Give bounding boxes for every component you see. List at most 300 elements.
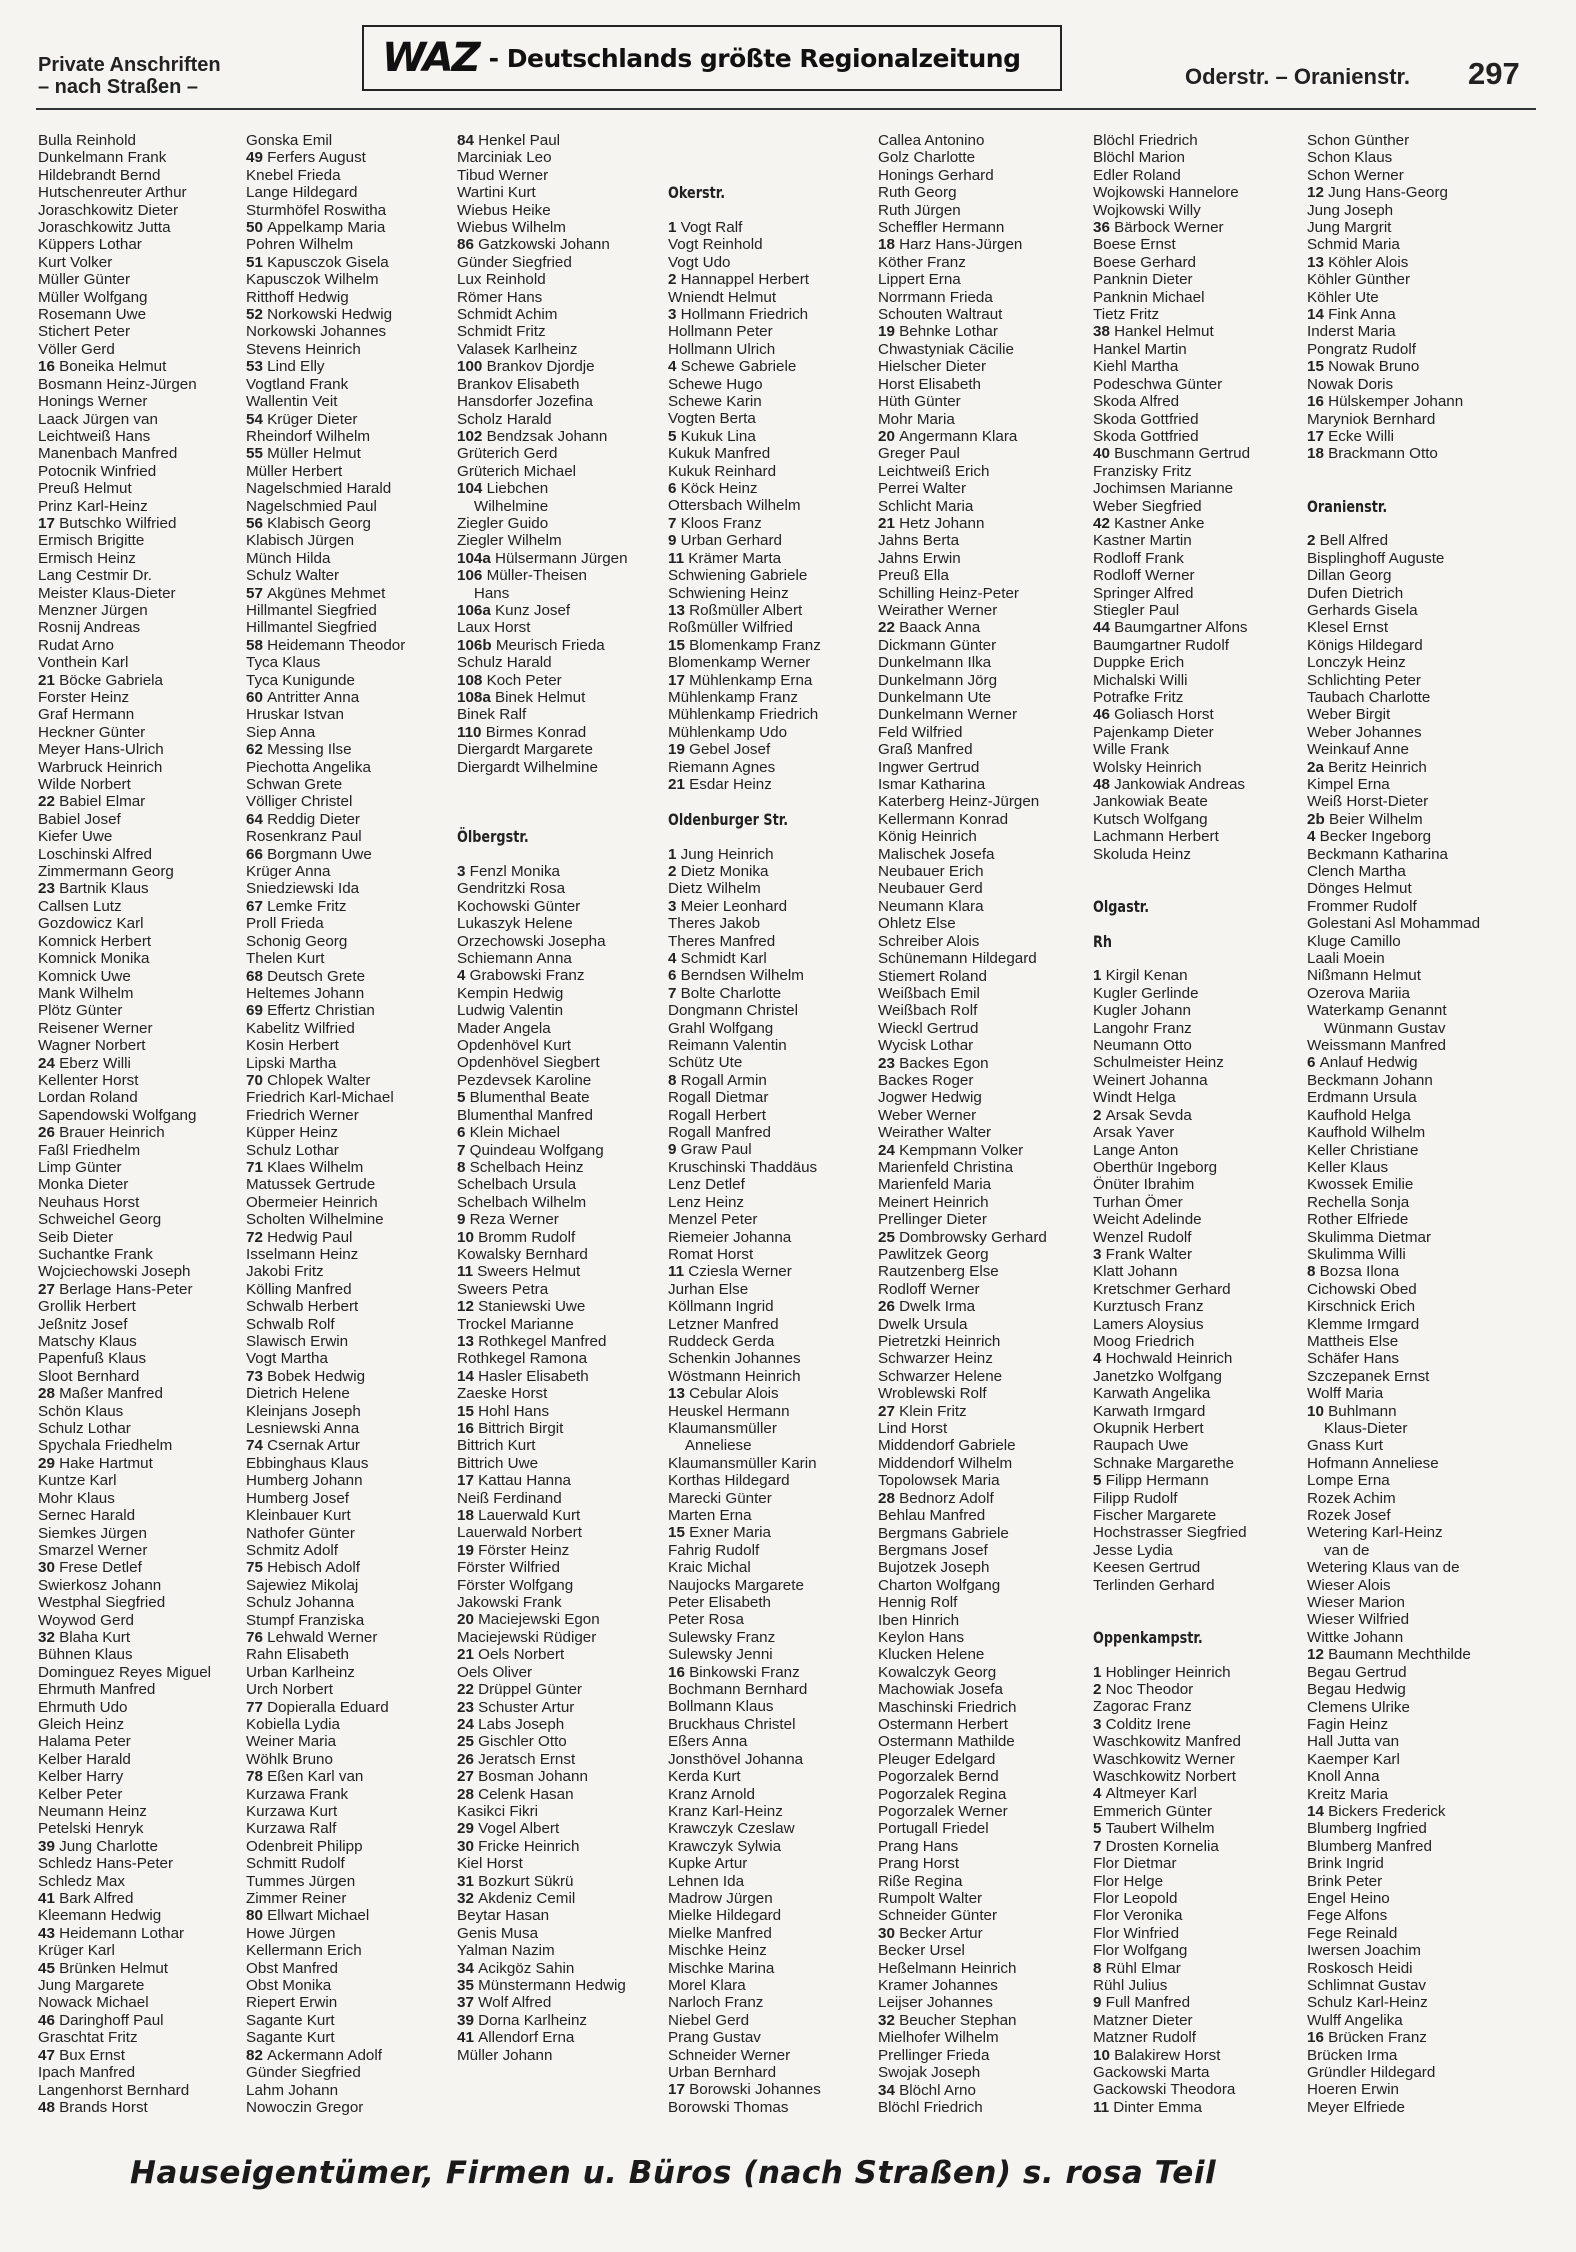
- resident-entry: Brankov Elisabeth: [457, 375, 580, 393]
- resident-entry: Pleuger Edelgard: [878, 1750, 996, 1768]
- resident-entry: 5 Filipp Hermann: [1093, 1472, 1209, 1490]
- resident-entry: 22 Drüppel Günter: [457, 1681, 582, 1699]
- resident-entry: Orzechowski Josepha: [457, 932, 606, 950]
- resident-entry: Blöchl Marion: [1093, 149, 1186, 167]
- resident-entry: 28 Maßer Manfred: [38, 1385, 163, 1403]
- resident-entry: Kiehl Martha: [1093, 358, 1179, 376]
- resident-entry: Klucken Helene: [878, 1646, 985, 1664]
- spacer: [668, 132, 821, 149]
- resident-entry: Matussek Gertrude: [246, 1176, 376, 1194]
- spacer: [668, 793, 821, 810]
- resident-entry: 10 Buhlmann: [1307, 1402, 1397, 1420]
- resident-entry: 23 Bartnik Klaus: [38, 880, 149, 898]
- resident-entry: 17 Butschko Wilfried: [38, 514, 177, 532]
- resident-entry: Kurztusch Franz: [1093, 1298, 1204, 1316]
- resident-entry: Begau Gertrud: [1307, 1663, 1407, 1681]
- resident-entry: 41 Allendorf Erna: [457, 2029, 575, 2047]
- resident-entry: Matzner Rudolf: [1093, 2029, 1196, 2047]
- resident-entry: Kugler Gerlinde: [1093, 984, 1199, 1002]
- resident-entry: Wiebus Heike: [457, 201, 551, 219]
- resident-entry: 45 Brünken Helmut: [38, 1959, 169, 1977]
- resident-entry: Kelber Harald: [38, 1750, 131, 1768]
- resident-entry: Raupach Uwe: [1093, 1437, 1189, 1455]
- resident-entry: 11 Dinter Emma: [1093, 2098, 1202, 2116]
- resident-entry: Skoluda Heinz: [1093, 845, 1191, 863]
- resident-entry: Korthas Hildegard: [668, 1472, 790, 1490]
- resident-entry: Köther Franz: [878, 253, 966, 271]
- resident-entry: Köllmann Ingrid: [668, 1298, 774, 1316]
- resident-entry: 56 Klabisch Georg: [246, 514, 371, 532]
- resident-entry: Wünmann Gustav: [1307, 1019, 1446, 1037]
- resident-entry: Kwossek Emilie: [1307, 1176, 1414, 1194]
- resident-entry: Schon Günther: [1307, 132, 1410, 149]
- resident-entry: Hutschenreuter Arthur: [38, 184, 187, 202]
- resident-entry: Tyca Kunigunde: [246, 671, 355, 689]
- resident-entry: Topolowsek Maria: [878, 1472, 1000, 1490]
- resident-entry: 37 Wolf Alfred: [457, 1994, 552, 2012]
- resident-entry: Wiebus Wilhelm: [457, 219, 566, 237]
- resident-entry: Mischke Heinz: [668, 1942, 767, 1960]
- resident-entry: Günder Siegfried: [457, 253, 572, 271]
- resident-entry: 17 Kattau Hanna: [457, 1472, 572, 1490]
- resident-entry: Callea Antonino: [878, 132, 985, 149]
- resident-entry: Rogall Manfred: [668, 1124, 771, 1142]
- resident-entry: 104a Hülsermann Jürgen: [457, 549, 628, 567]
- resident-entry: Dongmann Christel: [668, 1002, 798, 1020]
- resident-entry: 8 Bozsa Ilona: [1307, 1263, 1400, 1281]
- resident-entry: Oberthür Ingeborg: [1093, 1158, 1218, 1176]
- resident-entry: Friedrich Werner: [246, 1106, 359, 1124]
- resident-entry: Kuntze Karl: [38, 1472, 117, 1490]
- resident-entry: 3 Meier Leonhard: [668, 897, 788, 915]
- resident-entry: Mohr Klaus: [38, 1489, 115, 1507]
- resident-entry: Rumpolt Walter: [878, 1890, 983, 1908]
- resident-entry: Wycisk Lothar: [878, 1037, 974, 1055]
- resident-entry: Wilhelmine: [457, 497, 549, 515]
- resident-entry: Brink Peter: [1307, 1872, 1383, 1890]
- resident-entry: Genis Musa: [457, 1924, 539, 1942]
- resident-entry: Dufen Dietrich: [1307, 584, 1404, 602]
- resident-entry: Nagelschmied Paul: [246, 497, 377, 515]
- resident-entry: Howe Jürgen: [246, 1924, 336, 1942]
- resident-entry: Isselmann Heinz: [246, 1246, 359, 1263]
- resident-entry: 14 Hasler Elisabeth: [457, 1367, 589, 1385]
- resident-entry: Weirather Walter: [878, 1124, 992, 1142]
- resident-entry: 21 Hetz Johann: [878, 514, 985, 532]
- resident-entry: 4 Schmidt Karl: [668, 950, 767, 967]
- resident-entry: Schenkin Johannes: [668, 1350, 801, 1368]
- spacer: [668, 167, 821, 184]
- resident-entry: 1 Vogt Ralf: [668, 218, 743, 236]
- resident-entry: Bisplinghoff Auguste: [1307, 549, 1445, 567]
- resident-entry: 12 Jung Hans-Georg: [1307, 184, 1449, 202]
- resident-entry: Schulz Lothar: [38, 1420, 131, 1438]
- resident-entry: Dillan Georg: [1307, 567, 1392, 585]
- resident-entry: Wojkowski Hannelore: [1093, 184, 1239, 202]
- resident-entry: 106b Meurisch Frieda: [457, 636, 605, 654]
- resident-entry: Schewe Karin: [668, 393, 762, 411]
- resident-entry: Komnick Monika: [38, 950, 150, 968]
- resident-entry: 16 Hülskemper Johann: [1307, 393, 1464, 411]
- resident-entry: Neiß Ferdinand: [457, 1489, 562, 1507]
- resident-entry: Ruth Georg: [878, 184, 957, 202]
- section-label-line1: Private Anschriften: [38, 54, 221, 76]
- resident-entry: Letzner Manfred: [668, 1315, 779, 1333]
- resident-entry: Lauerwald Norbert: [457, 1524, 582, 1542]
- resident-entry: 104 Liebchen: [457, 480, 549, 498]
- resident-entry: Dietz Wilhelm: [668, 880, 761, 898]
- resident-entry: 7 Kloos Franz: [668, 514, 762, 532]
- resident-entry: Menzel Peter: [668, 1211, 758, 1229]
- spacer: [1093, 1611, 1250, 1628]
- resident-entry: 6 Klein Michael: [457, 1124, 560, 1142]
- resident-entry: Loschinski Alfred: [38, 845, 152, 863]
- resident-entry: Dunkelmann Ilka: [878, 654, 992, 672]
- resident-entry: Naujocks Margarete: [668, 1576, 804, 1594]
- resident-entry: Mattheis Else: [1307, 1332, 1399, 1350]
- resident-entry: Wieser Marion: [1307, 1594, 1405, 1612]
- resident-entry: 32 Akdeniz Cemil: [457, 1889, 576, 1907]
- resident-entry: van de: [1307, 1541, 1370, 1559]
- resident-entry: Schlichting Peter: [1307, 671, 1421, 689]
- resident-entry: Ingwer Gertrud: [878, 758, 980, 776]
- resident-entry: Skulimma Dietmar: [1307, 1228, 1432, 1246]
- spacer: [457, 776, 628, 793]
- banner-slogan: - Deutschlands größte Regionalzeitung: [488, 43, 1021, 73]
- resident-entry: Fischer Margarete: [1093, 1507, 1217, 1525]
- resident-entry: Pajenkamp Dieter: [1093, 723, 1214, 741]
- street-heading: Oppenkampstr.: [1093, 1627, 1203, 1647]
- resident-entry: Schledz Max: [38, 1872, 125, 1890]
- resident-entry: Hofmann Anneliese: [1307, 1454, 1439, 1472]
- resident-entry: Roßmüller Wilfried: [668, 619, 793, 637]
- resident-entry: 7 Drosten Kornelia: [1093, 1837, 1219, 1855]
- resident-entry: 13 Cebular Alois: [668, 1385, 779, 1403]
- resident-entry: Schwalb Rolf: [246, 1315, 335, 1333]
- resident-entry: Kempin Hedwig: [457, 984, 564, 1002]
- resident-entry: Kerda Kurt: [668, 1768, 741, 1786]
- street-heading: Rh: [1093, 931, 1112, 951]
- resident-entry: Kelber Harry: [38, 1768, 124, 1786]
- resident-entry: Gleich Heinz: [38, 1715, 125, 1733]
- resident-entry: Jogwer Hedwig: [878, 1089, 982, 1107]
- resident-entry: 23 Backes Egon: [878, 1054, 989, 1072]
- resident-entry: Bulla Reinhold: [38, 132, 136, 149]
- resident-entry: Hildebrandt Bernd: [38, 166, 161, 184]
- resident-entry: Lind Horst: [878, 1420, 948, 1438]
- resident-entry: Maryniok Bernhard: [1307, 410, 1436, 428]
- resident-entry: Diergardt Wilhelmine: [457, 758, 598, 776]
- resident-entry: 21 Böcke Gabriela: [38, 671, 163, 689]
- resident-entry: Schmidt Achim: [457, 306, 558, 324]
- resident-entry: Schewe Hugo: [668, 375, 763, 393]
- resident-entry: Plötz Günter: [38, 1002, 123, 1020]
- resident-entry: Kabelitz Wilfried: [246, 1019, 355, 1037]
- resident-entry: Narloch Franz: [668, 1994, 764, 2012]
- resident-entry: Roskosch Heidi: [1307, 1959, 1413, 1977]
- resident-entry: 17 Mühlenkamp Erna: [668, 671, 813, 689]
- resident-entry: Meister Klaus-Dieter: [38, 584, 176, 602]
- resident-entry: Pawlitzek Georg: [878, 1246, 989, 1263]
- resident-entry: Gendritzki Rosa: [457, 880, 566, 898]
- resident-entry: Spychala Friedhelm: [38, 1437, 173, 1455]
- resident-entry: Matschy Klaus: [38, 1333, 137, 1351]
- resident-entry: Greger Paul: [878, 445, 960, 463]
- resident-entry: Becker Ursel: [878, 1942, 965, 1960]
- resident-entry: Theres Manfred: [668, 932, 776, 950]
- resident-entry: Trockel Marianne: [457, 1315, 574, 1333]
- resident-entry: Schwarzer Heinz: [878, 1350, 993, 1368]
- directory-column-6: [1093, 132, 1250, 2116]
- resident-entry: Kochowski Günter: [457, 897, 581, 915]
- resident-entry: Sulewsky Jenni: [668, 1646, 773, 1664]
- resident-entry: Skoda Gottfried: [1093, 427, 1199, 445]
- resident-entry: 2 Noc Theodor: [1093, 1681, 1194, 1699]
- resident-entry: Mühlenkamp Friedrich: [668, 706, 819, 724]
- resident-entry: Windt Helga: [1093, 1089, 1176, 1107]
- resident-entry: 6 Anlauf Hedwig: [1307, 1054, 1418, 1072]
- resident-entry: Schäfer Hans: [1307, 1350, 1400, 1368]
- spacer: [1093, 1594, 1250, 1611]
- resident-entry: Kiel Horst: [457, 1855, 523, 1873]
- resident-entry: Maschinski Friedrich: [878, 1698, 1017, 1716]
- resident-entry: Dominguez Reyes Miguel: [38, 1663, 212, 1681]
- resident-entry: Weber Birgit: [1307, 706, 1391, 724]
- resident-entry: Kupke Artur: [668, 1855, 748, 1873]
- resident-entry: 30 Becker Artur: [878, 1924, 983, 1942]
- street-heading: Olgastr.: [1093, 896, 1150, 916]
- resident-entry: Weiß Horst-Dieter: [1307, 793, 1429, 811]
- resident-entry: Clench Martha: [1307, 863, 1406, 881]
- resident-entry: Okupnik Herbert: [1093, 1420, 1204, 1437]
- resident-entry: 36 Bärbock Werner: [1093, 219, 1224, 237]
- resident-entry: Dunkelmann Frank: [38, 149, 167, 167]
- resident-entry: Swojak Joseph: [878, 2064, 981, 2082]
- resident-entry: Sagante Kurt: [246, 2011, 335, 2029]
- resident-entry: Callsen Lutz: [38, 897, 122, 915]
- resident-entry: Gackowski Theodora: [1093, 2081, 1236, 2099]
- resident-entry: Wilde Norbert: [38, 776, 131, 794]
- directory-column-5: [878, 132, 1047, 2116]
- resident-entry: Küpper Heinz: [246, 1124, 339, 1142]
- resident-entry: Iben Hinrich: [878, 1611, 960, 1629]
- resident-entry: 106 Müller-Theisen: [457, 567, 588, 585]
- resident-entry: 27 Berlage Hans-Peter: [38, 1280, 193, 1298]
- resident-entry: Kaemper Karl: [1307, 1750, 1400, 1768]
- resident-entry: Nißmann Helmut: [1307, 967, 1421, 985]
- resident-entry: Laali Moein: [1307, 950, 1385, 968]
- resident-entry: Kellermann Erich: [246, 1942, 362, 1960]
- resident-entry: Peter Elisabeth: [668, 1594, 771, 1612]
- resident-entry: Ostermann Mathilde: [878, 1733, 1015, 1751]
- resident-entry: Chwastyniak Cäcilie: [878, 340, 1014, 358]
- resident-entry: 16 Bittrich Birgit: [457, 1420, 564, 1437]
- resident-entry: Emmerich Günter: [1093, 1802, 1213, 1820]
- resident-entry: Schwiening Gabriele: [668, 567, 808, 585]
- resident-entry: Kleinbauer Kurt: [246, 1507, 351, 1525]
- resident-entry: Graf Hermann: [38, 706, 135, 724]
- resident-entry: 72 Hedwig Paul: [246, 1228, 353, 1246]
- resident-entry: 34 Blöchl Arno: [878, 2081, 976, 2099]
- resident-entry: Leijser Johannes: [878, 1994, 993, 2012]
- resident-entry: Nathofer Günter: [246, 1524, 355, 1542]
- resident-entry: Wojciechowski Joseph: [38, 1263, 191, 1281]
- resident-entry: Heckner Günter: [38, 723, 146, 741]
- resident-entry: 26 Jeratsch Ernst: [457, 1750, 576, 1768]
- resident-entry: Rautzenberg Else: [878, 1263, 999, 1281]
- resident-entry: Wolff Maria: [1307, 1385, 1384, 1403]
- resident-entry: 9 Graw Paul: [668, 1141, 752, 1159]
- resident-entry: 86 Gatzkowski Johann: [457, 236, 610, 254]
- resident-entry: Dwelk Ursula: [878, 1315, 968, 1333]
- resident-entry: Ostermann Herbert: [878, 1715, 1008, 1733]
- resident-entry: Blomenkamp Werner: [668, 654, 811, 672]
- resident-entry: Römer Hans: [457, 288, 543, 306]
- resident-entry: 7 Bolte Charlotte: [668, 984, 782, 1002]
- resident-entry: 78 Eßen Karl van: [246, 1768, 364, 1786]
- resident-entry: Kaufhold Wilhelm: [1307, 1124, 1426, 1142]
- resident-entry: 5 Kukuk Lina: [668, 427, 756, 445]
- resident-entry: Hankel Martin: [1093, 340, 1187, 358]
- resident-entry: Wieser Alois: [1307, 1576, 1391, 1594]
- resident-entry: 19 Gebel Josef: [668, 741, 771, 759]
- resident-entry: Hollmann Ulrich: [668, 340, 776, 358]
- resident-entry: Ipach Manfred: [38, 2064, 136, 2082]
- resident-entry: Sweers Petra: [457, 1280, 549, 1298]
- resident-entry: König Heinrich: [878, 828, 977, 846]
- resident-entry: 16 Boneika Helmut: [38, 358, 167, 376]
- resident-entry: Sernec Harald: [38, 1507, 136, 1525]
- resident-entry: Brink Ingrid: [1307, 1855, 1384, 1873]
- resident-entry: Kaufhold Helga: [1307, 1106, 1411, 1124]
- resident-entry: Schön Klaus: [38, 1402, 124, 1420]
- resident-entry: Flor Leopold: [1093, 1889, 1178, 1907]
- resident-entry: Tyca Klaus: [246, 654, 321, 672]
- resident-entry: 3 Frank Walter: [1093, 1245, 1193, 1263]
- resident-entry: Gründler Hildegard: [1307, 2064, 1436, 2082]
- resident-entry: 13 Köhler Alois: [1307, 253, 1409, 271]
- resident-entry: Heßelmann Heinrich: [878, 1959, 1017, 1977]
- resident-entry: Brücken Irma: [1307, 2046, 1398, 2064]
- resident-entry: Hall Jutta van: [1307, 1733, 1400, 1751]
- resident-entry: Wetering Klaus van de: [1307, 1559, 1460, 1577]
- resident-entry: Riße Regina: [878, 1872, 963, 1890]
- resident-entry: Beckmann Katharina: [1307, 845, 1448, 863]
- resident-entry: Schon Klaus: [1307, 149, 1393, 167]
- resident-entry: Opdenhövel Siegbert: [457, 1054, 600, 1072]
- resident-entry: Wenzel Rudolf: [1093, 1228, 1192, 1246]
- resident-entry: Schulz Walter: [246, 567, 340, 585]
- resident-entry: 12 Staniewski Uwe: [457, 1298, 586, 1316]
- resident-entry: 11 Sweers Helmut: [457, 1263, 581, 1281]
- resident-entry: Petelski Henryk: [38, 1820, 144, 1838]
- resident-entry: 100 Brankov Djordje: [457, 358, 595, 376]
- resident-entry: Vogten Berta: [668, 410, 756, 428]
- resident-entry: 5 Taubert Wilhelm: [1093, 1820, 1215, 1838]
- resident-entry: Neumann Klara: [878, 897, 984, 915]
- resident-entry: 48 Jankowiak Andreas: [1093, 776, 1245, 794]
- resident-entry: 42 Kastner Anke: [1093, 514, 1205, 532]
- resident-entry: Niebel Gerd: [668, 2011, 750, 2029]
- resident-entry: 7 Quindeau Wolfgang: [457, 1141, 604, 1159]
- resident-entry: Kiefer Uwe: [38, 828, 113, 846]
- resident-entry: 18 Lauerwald Kurt: [457, 1507, 581, 1525]
- resident-entry: Edler Roland: [1093, 166, 1181, 184]
- resident-entry: 38 Hankel Helmut: [1093, 323, 1214, 341]
- resident-entry: 10 Bromm Rudolf: [457, 1228, 576, 1246]
- resident-entry: Waterkamp Genannt: [1307, 1002, 1447, 1020]
- resident-entry: Schulz Johanna: [246, 1594, 355, 1612]
- resident-entry: Müller Herbert: [246, 462, 343, 480]
- resident-entry: Blumberg Manfred: [1307, 1837, 1432, 1855]
- resident-entry: 18 Brackmann Otto: [1307, 445, 1438, 463]
- resident-entry: Pongratz Rudolf: [1307, 340, 1416, 358]
- resident-entry: Binek Ralf: [457, 706, 527, 724]
- resident-entry: Thelen Kurt: [246, 950, 325, 968]
- resident-entry: Feld Wilfried: [878, 723, 963, 741]
- resident-entry: Hillmantel Siegfried: [246, 601, 377, 619]
- resident-entry: Vogt Reinhold: [668, 236, 763, 254]
- resident-entry: 110 Birmes Konrad: [457, 723, 587, 741]
- resident-entry: 18 Harz Hans-Jürgen: [878, 236, 1023, 254]
- resident-entry: Knebel Frieda: [246, 166, 341, 184]
- resident-entry: Charton Wolfgang: [878, 1576, 1001, 1594]
- resident-entry: Klesel Ernst: [1307, 619, 1389, 637]
- resident-entry: Hennig Rolf: [878, 1594, 958, 1612]
- resident-entry: Schmidt Fritz: [457, 323, 546, 341]
- resident-entry: Lenz Heinz: [668, 1193, 744, 1211]
- resident-entry: Smarzel Werner: [38, 1541, 148, 1559]
- resident-entry: Peter Rosa: [668, 1611, 744, 1629]
- resident-entry: Hansdorfer Jozefina: [457, 393, 593, 411]
- resident-entry: 108a Binek Helmut: [457, 689, 586, 706]
- resident-entry: Panknin Michael: [1093, 288, 1205, 306]
- resident-entry: Middendorf Wilhelm: [878, 1454, 1013, 1472]
- resident-entry: Slawisch Erwin: [246, 1333, 349, 1351]
- resident-entry: Schlicht Maria: [878, 497, 974, 515]
- resident-entry: Köhler Ute: [1307, 288, 1379, 306]
- resident-entry: Bergmans Gabriele: [878, 1524, 1009, 1542]
- resident-entry: 4 Hochwald Heinrich: [1093, 1350, 1233, 1368]
- resident-entry: Wieckl Gertrud: [878, 1019, 979, 1037]
- resident-entry: Kellermann Konrad: [878, 810, 1009, 828]
- resident-entry: Meyer Hans-Ulrich: [38, 741, 164, 759]
- resident-entry: Menzner Jürgen: [38, 601, 148, 619]
- resident-entry: 51 Kapusczok Gisela: [246, 253, 389, 271]
- resident-entry: Maciejewski Rüdiger: [457, 1628, 597, 1646]
- resident-entry: Hochstrasser Siegfried: [1093, 1524, 1247, 1542]
- resident-entry: Moog Friedrich: [1093, 1332, 1195, 1350]
- resident-entry: 16 Brücken Franz: [1307, 2029, 1427, 2047]
- resident-entry: Zimmer Reiner: [246, 1890, 347, 1908]
- spacer: [1093, 880, 1250, 897]
- resident-entry: Laux Horst: [457, 619, 531, 637]
- resident-entry: 9 Reza Werner: [457, 1211, 559, 1229]
- resident-entry: Swierkosz Johann: [38, 1576, 162, 1594]
- resident-entry: Ebbinghaus Klaus: [246, 1454, 369, 1472]
- resident-entry: Tummes Jürgen: [246, 1872, 356, 1890]
- resident-entry: Skulimma Willi: [1307, 1245, 1406, 1263]
- resident-entry: Klaumansmüller: [668, 1419, 777, 1437]
- resident-entry: Wille Frank: [1093, 741, 1169, 759]
- resident-entry: Turhan Ömer: [1093, 1193, 1183, 1211]
- resident-entry: Klaumansmüller Karin: [668, 1454, 817, 1472]
- resident-entry: Schneider Günter: [878, 1907, 998, 1925]
- resident-entry: 8 Rogall Armin: [668, 1071, 767, 1089]
- resident-entry: Mank Wilhelm: [38, 984, 134, 1002]
- resident-entry: Rudat Arno: [38, 636, 114, 654]
- resident-entry: Kowalsky Bernhard: [457, 1245, 588, 1263]
